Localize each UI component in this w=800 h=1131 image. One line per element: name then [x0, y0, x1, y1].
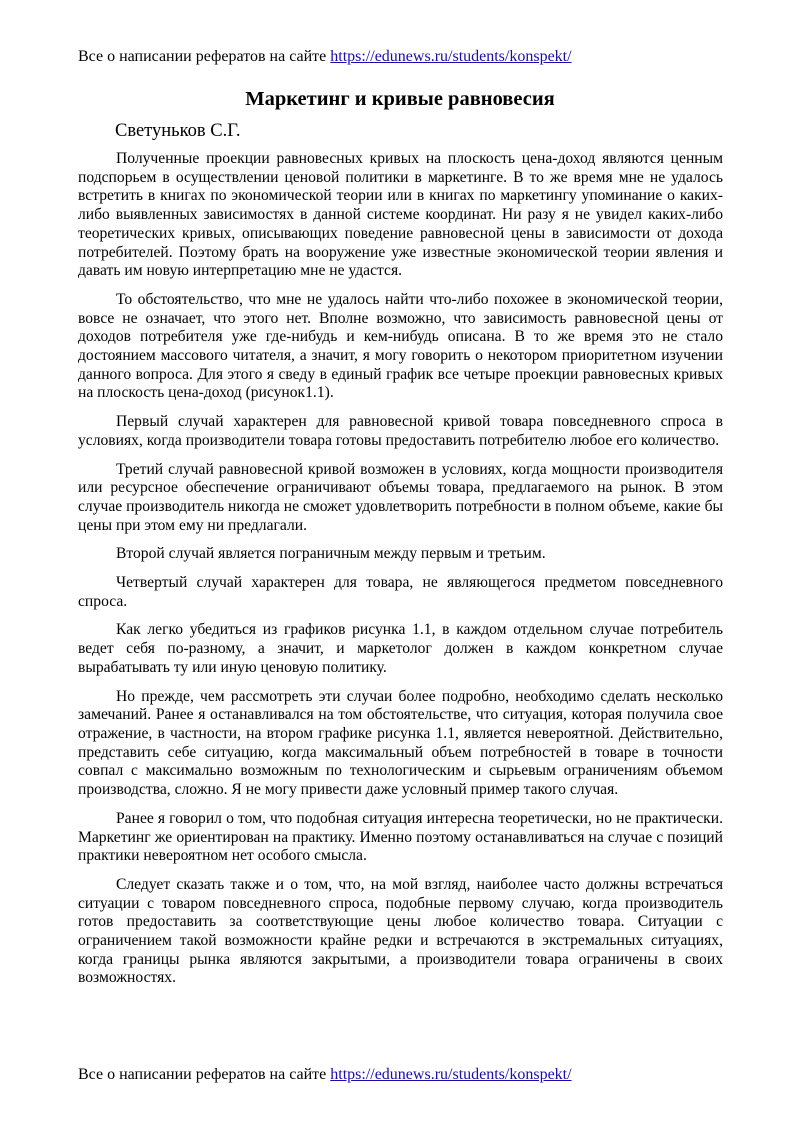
paragraph: Второй случай является пограничным между первым и третьим.: [116, 545, 546, 563]
paragraph: Ранее я говорил о том, что подобная ситуация интересна теоретически, но не практически. Маркетинг же ориентирован на практику. Именно поэтому останавливаться на случае с позиций практики невероятном нет особого смысла.: [78, 809, 723, 865]
footer-text: Все о написании рефератов на сайте: [78, 1066, 331, 1083]
paragraph: Полученные проекции равновесных кривых на плоскость цена-доход являются ценным подспорьем в осуществлении ценовой политики в маркетинге. В то же время мне не удалось встретить в книгах по экономической теории или в книгах по маркетингу упоминание о каких-либо выявленных зависимостях в данной системе координат. Ни разу я не увидел каких-либо теоретических кривых, описывающих поведение равновесной цены в зависимости от дохода потребителей. Поэтому брать на вооружение уже известные экономической теории явления и давать им новую интерпретацию мне не удастся.: [78, 150, 723, 280]
document-title: Маркетинг и кривые равновесия: [245, 88, 555, 110]
paragraph: Как легко убедиться из графиков рисунка 1.1, в каждом отдельном случае потребитель ведет себя по-разному, а значит, и маркетолог должен в каждом конкретном случае вырабатывать ту или иную ценовую политику.: [78, 621, 723, 676]
footer-link[interactable]: https://edunews.ru/students/konspekt/: [330, 1066, 572, 1083]
document-author: Светуньков С.Г.: [115, 121, 241, 141]
paragraph: Четвертый случай характерен для товара, не являющегося предметом повседневного спроса.: [78, 574, 723, 610]
paragraph: Следует сказать также и о том, что, на мой взгляд, наиболее часто должны встречаться ситуации с товаром повседневного спроса, подобные первому случаю, когда производитель готов предоставить за соответствующие цены любое количество товара. Ситуации с ограничением такой возможности крайне редки и встречаются в экстремальных ситуациях, когда границы рынка являются закрытыми, а производители товара ограничены в своих возможностях.: [78, 875, 723, 987]
header-text: Все о написании рефератов на сайте: [78, 48, 331, 65]
page-header: [78, 47, 572, 67]
paragraph: Третий случай равновесной кривой возможен в условиях, когда мощности производителя или ресурсное обеспечение ограничивают объемы товара, предлагаемого на рынок. В этом случае производитель никогда не сможет удовлетворить потребности в полном объеме, какие бы цены при этом ему ни предлагали.: [78, 460, 723, 534]
paragraph: То обстоятельство, что мне не удалось найти что-либо похожее в экономической теории, вовсе не означает, что этого нет. Вполне возможно, что зависимость равновесной цены от доходов потребителя уже где-нибудь и кем-нибудь описана. В то же время это не стало достоянием массового читателя, а значит, я могу говорить о некотором приоритетном изучении данного вопроса. Для этого я сведу в единый график все четыре проекции равновесных кривых на плоскость цена-доход (рисунок1.1).: [78, 290, 723, 402]
page-footer: [78, 1065, 572, 1085]
header-link[interactable]: https://edunews.ru/students/konspekt/: [330, 48, 572, 65]
document-body: [78, 150, 723, 998]
paragraph: Но прежде, чем рассмотреть эти случаи более подробно, необходимо сделать несколько замечаний. Ранее я останавливался на том обстоятельстве, что ситуация, которая получила свое отражение, в частности, на втором графике рисунка 1.1, является невероятной. Действительно, представить себе ситуацию, когда максимальный объем потребностей в товаре в точности совпал с максимально возможным по технологическим и сырьевым ограничениям объемом производства, сложно. Я не могу привести даже условный пример такого случая.: [78, 687, 723, 799]
paragraph: Первый случай характерен для равновесной кривой товара повседневного спроса в условиях, когда производители товара готовы предоставить потребителю любое его количество.: [78, 413, 723, 449]
